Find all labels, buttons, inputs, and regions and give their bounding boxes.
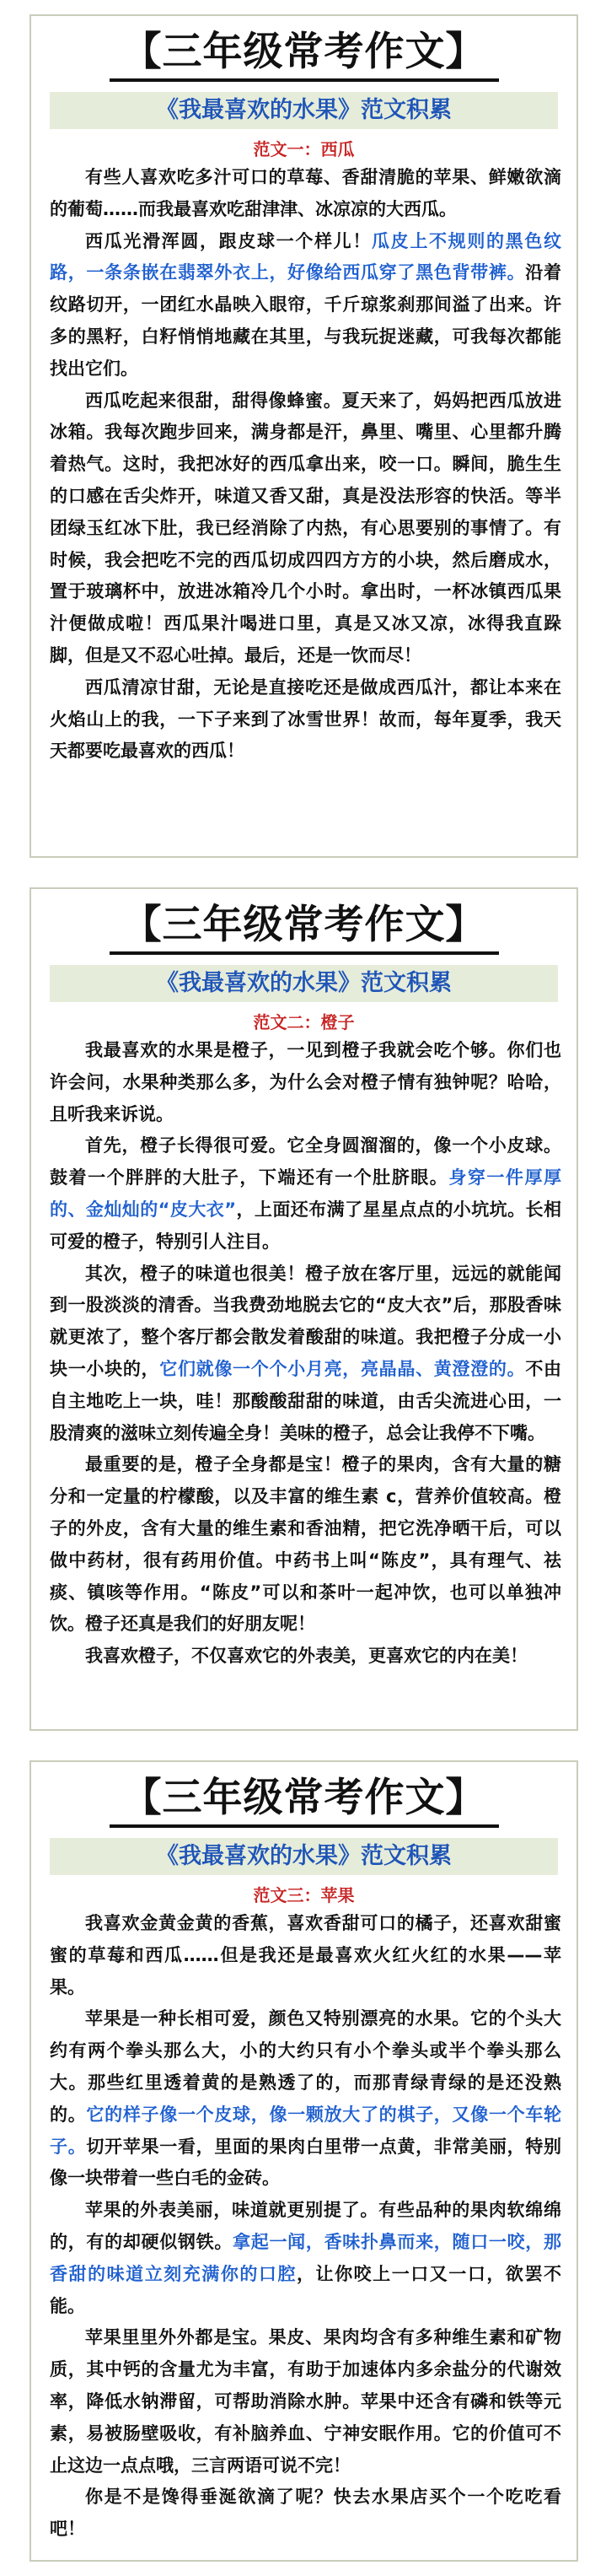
highlighted-sentence: 瓜皮上不规则的黑色纹路，一条条嵌在翡翠外衣上，好像给西瓜穿了黑色背带裤。: [50, 230, 561, 283]
paragraph-text: 你是不是馋得垂涎欲滴了呢？快去水果店买个一个吃吃看吧！: [50, 2487, 561, 2540]
paragraph-text: 首先，橙子长得很可爱。它全身圆溜溜的，像一个小皮球。鼓着一个胖胖的大肚子，下端还有一个肚脐眼。: [50, 1135, 561, 1188]
paragraph-text: 最重要的是，橙子全身都是宝！橙子的果肉，含有大量的糖分和一定量的柠檬酸，以及丰富的维生素 c，营养价值较高。橙子的外皮，含有大量的维生素和香油精，把它洗净晒干后，可以做中药材，很有药用价值。中药书上叫“陈皮”，具有理气、祛痰、镇咳等作用。“陈皮”可以和茶叶一起冲饮，也可以单独冲饮。橙子还真是我们的好朋友呢！: [50, 1454, 561, 1635]
paragraph-text: 苹果里里外外都是宝。果皮、果肉均含有多种维生素和矿物质，其中钙的含量尤为丰富，有助于加速体内多余盐分的代谢效率，降低水钠滞留，可帮助消除水肿。苹果中还含有磷和铁等元素，易被肠壁吸收，有补脑养血、宁神安眠作用。它的价值可不止这边一点点哦，三言两语可说不完！: [50, 2327, 561, 2476]
paragraph-text: 苹果是一种长相可爱，颜色又特别漂亮的水果。它的个头大约有两个拳头那么大，小的大约只有小个拳头或半个拳头那么大。那些红里透着黄的是熟透了的，而那青绿青绿的是还没熟的。: [50, 2008, 561, 2125]
paragraph-text: 西瓜清凉甘甜，无论是直接吃还是做成西瓜汁，都让本来在火焰山上的我，一下子来到了冰雪世界！故而，每年夏季，我天天都要吃最喜欢的西瓜！: [50, 676, 561, 762]
essay-label: 范文一：西瓜: [253, 139, 355, 159]
page-title: 【三年级常考作文】: [110, 28, 499, 82]
essay-paragraph: [50, 2482, 561, 2546]
paragraph-text: 我喜欢金黄金黄的香蕉，喜欢香甜可口的橘子，还喜欢甜蜜蜜的草莓和西瓜……但是我还是最喜欢火红火红的水果——苹果。: [50, 1913, 561, 1997]
essay-label: 范文三：苹果: [253, 1885, 355, 1905]
paragraph-text: ，让你咬上一口又一口，欲罢不能。: [50, 2263, 561, 2316]
paragraph-text: 我喜欢橙子，不仅喜欢它的外表美，更喜欢它的内在美！: [85, 1646, 528, 1667]
essay-card-1: [29, 14, 578, 858]
essay-paragraph: [50, 2195, 561, 2322]
essay-paragraph: [50, 1449, 561, 1641]
page-title: 【三年级常考作文】: [110, 1774, 499, 1828]
paragraph-text: 不由自主地吃上一块，哇！那酸酸甜甜的味道，由舌尖流进心田，一股清爽的滋味立刻传遍全身！美味的橙子，总会让我停不下嘴。: [50, 1358, 562, 1443]
essay-label: 范文二：橙子: [253, 1012, 355, 1032]
essay-paragraph: [50, 1035, 561, 1130]
essay-paragraph: [50, 2003, 561, 2195]
paragraph-text: 沿着纹路切开，一团红水晶映入眼帘，千斤琼浆刹那间溢了出来。许多的黑籽，白籽悄悄地藏在其里，与我玩捉迷藏，可我每次都能找出它们。: [50, 262, 562, 379]
paragraph-text: ，上面还布满了星星点点的小坑坑。长相可爱的橙子，特别引人注目。: [50, 1199, 561, 1252]
essay-paragraph: [50, 672, 561, 768]
paragraph-text: 切开苹果一看，里面的果肉白里带一点黄，非常美丽，特别像一块带着一些白毛的金砖。: [50, 2136, 562, 2189]
paragraph-text: 苹果的外表美丽，味道就更别提了。有些品种的果肉软绵绵的，有的却硬似钢铁。: [50, 2200, 561, 2252]
essay-card-3: [29, 1760, 578, 2562]
paragraph-text: 西瓜吃起来很甜，甜得像蜂蜜。夏天来了，妈妈把西瓜放进冰箱。我每次跑步回来，满身都是汗，鼻里、嘴里、心里都升腾着热气。这时，我把冰好的西瓜拿出来，咬一口。瞬间，脆生生的口感在舌尖炸开，味道又香又甜，真是没法形容的快活。等半团绿玉红冰下肚，我已经消除了内热，有心思要别的事情了。有时候，我会把吃不完的西瓜切成四四方方的小块，然后磨成水，置于玻璃杯中，放进冰箱冷几个小时。拿出时，一杯冰镇西瓜果汁便做成啦！西瓜果汁喝进口里，真是又冰又凉，冰得我直跺脚，但是又不忍心吐掉。最后，还是一饮而尽！: [50, 390, 561, 666]
highlighted-sentence: 它的样子像一个皮球，像一颗放大了的棋子，又像一个车轮子。: [50, 2104, 562, 2157]
essay-paragraph: [50, 226, 561, 385]
essay-paragraph: [50, 385, 561, 672]
essay-card-2: [29, 887, 578, 1731]
highlighted-sentence: 它们就像一个个小月亮，亮晶晶、黄澄澄的。: [159, 1358, 526, 1379]
essay-paragraph: [50, 1641, 561, 1673]
essay-body: [31, 162, 577, 768]
essay-paragraph: [50, 1130, 561, 1258]
paragraph-text: 其次，橙子的味道也很美！橙子放在客厅里，远远的就能闻到一股淡淡的清香。当我费劲地脱去它的“皮大衣”后，那股香味就更浓了，整个客厅都会散发着酸甜的味道。我把橙子分成一小块一小块的，: [50, 1263, 561, 1379]
page-title: 【三年级常考作文】: [110, 901, 499, 955]
paragraph-text: 西瓜光滑浑圆，跟皮球一个样儿！: [85, 230, 372, 251]
essay-paragraph: [50, 1908, 561, 2003]
essay-body: [31, 1908, 577, 2546]
highlighted-sentence: 身穿一件厚厚的、金灿灿的“皮大衣”: [50, 1167, 562, 1220]
essay-subtitle: 《我最喜欢的水果》范文积累: [50, 965, 558, 1002]
essay-paragraph: [50, 2322, 561, 2482]
essay-subtitle: 《我最喜欢的水果》范文积累: [50, 92, 558, 129]
highlighted-sentence: 拿起一闻，香味扑鼻而来，随口一咬，那香甜的味道立刻充满你的口腔: [50, 2231, 562, 2284]
essay-body: [31, 1035, 577, 1673]
essay-paragraph: [50, 1258, 561, 1450]
essay-subtitle: 《我最喜欢的水果》范文积累: [50, 1838, 558, 1875]
essay-paragraph: [50, 162, 561, 226]
paragraph-text: 有些人喜欢吃多汁可口的草莓、香甜清脆的苹果、鲜嫩欲滴的葡萄……而我最喜欢吃甜津津、冰凉凉的大西瓜。: [50, 167, 561, 219]
paragraph-text: 我最喜欢的水果是橙子，一见到橙子我就会吃个够。你们也许会问，水果种类那么多，为什么会对橙子情有独钟呢？哈哈，且听我来诉说。: [50, 1040, 561, 1124]
